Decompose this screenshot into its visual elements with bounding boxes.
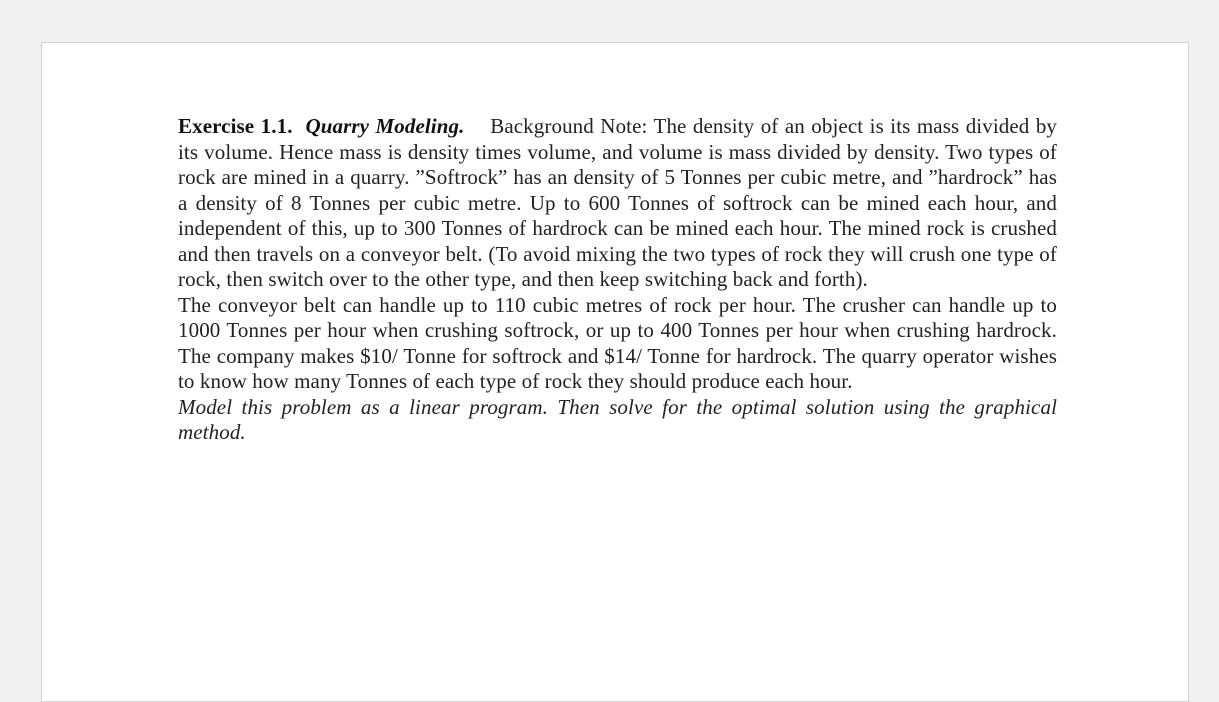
exercise-label: Exercise 1.1. xyxy=(178,114,293,138)
exercise-block xyxy=(178,114,1057,446)
exercise-paragraph-1 xyxy=(178,114,1057,293)
exercise-title: Quarry Modeling. xyxy=(305,114,465,138)
exercise-background-text: Background Note: The density of an object is its mass divided by its volume. Hence mass is density times volume, and volume is mass divided by density. Two types of rock are mined in a quarry. ”Softrock” has an density of 5 Tonnes per cubic metre, and ”hardrock” has a density of 8 Tonnes per cubic metre. Up to 600 Tonnes of softrock can be mined each hour, and independent of this, up to 300 Tonnes of hardrock can be mined each hour. The mined rock is crushed and then travels on a conveyor belt. (To avoid mixing the two types of rock they will crush one type of rock, then switch over to the other type, and then keep switching back and forth). xyxy=(178,114,1058,291)
exercise-instruction: Model this problem as a linear program. Then solve for the optimal solution using the graphical method. xyxy=(178,394,1057,444)
document-page xyxy=(41,42,1189,702)
exercise-paragraph-2: The conveyor belt can handle up to 110 cubic metres of rock per hour. The crusher can handle up to 1000 Tonnes per hour when crushing softrock, or up to 400 Tonnes per hour when crushing hardrock. The company makes $10/ Tonne for softrock and $14/ Tonne for hardrock. The quarry operator wishes to know how many Tonnes of each type of rock they should produce each hour. xyxy=(178,292,1057,393)
